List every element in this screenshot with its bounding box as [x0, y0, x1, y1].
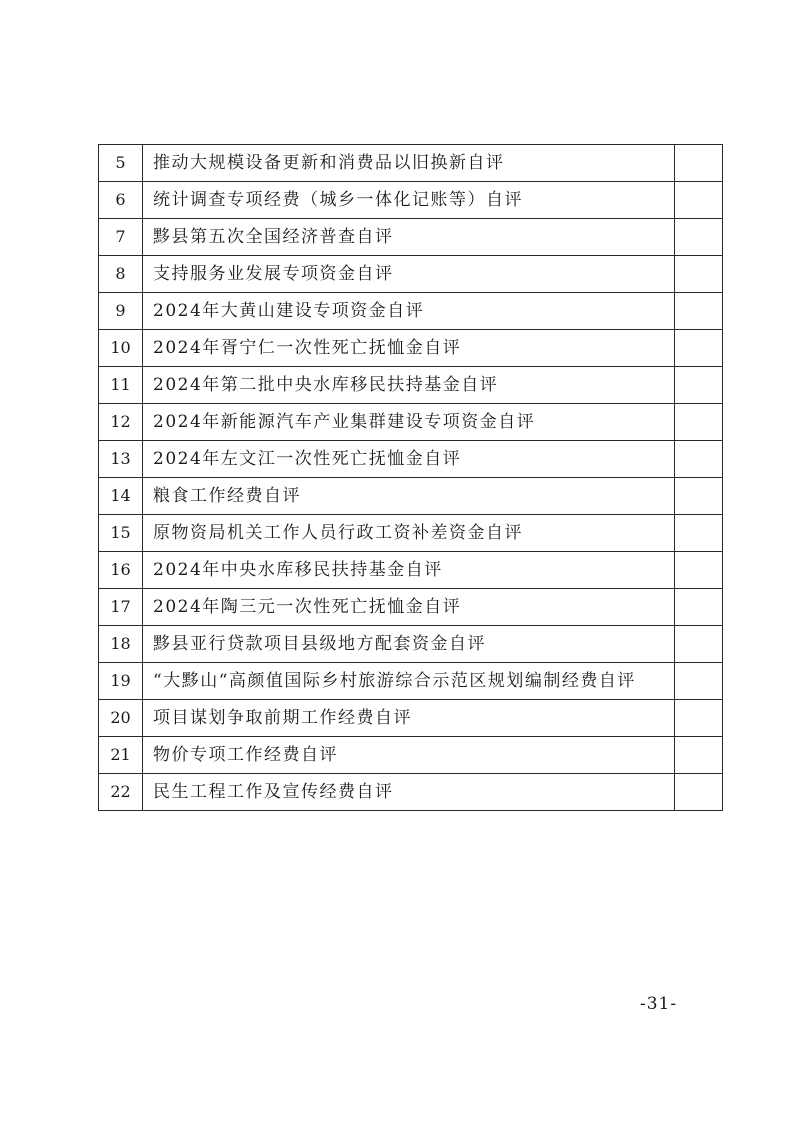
- project-name-cell: 支持服务业发展专项资金自评: [143, 256, 675, 293]
- row-number-cell: 7: [99, 219, 143, 256]
- project-name-cell: 2024年左文江一次性死亡抚恤金自评: [143, 441, 675, 478]
- project-name-cell: 项目谋划争取前期工作经费自评: [143, 700, 675, 737]
- page-number: -31-: [640, 994, 678, 1014]
- row-number-cell: 16: [99, 552, 143, 589]
- row-number-cell: 5: [99, 145, 143, 182]
- table-row: [99, 330, 723, 367]
- remark-cell: [675, 626, 723, 663]
- remark-cell: [675, 182, 723, 219]
- table-row: [99, 478, 723, 515]
- row-number-cell: 9: [99, 293, 143, 330]
- table-row: [99, 256, 723, 293]
- table-row: [99, 441, 723, 478]
- table-row: [99, 404, 723, 441]
- project-name-cell: 物价专项工作经费自评: [143, 737, 675, 774]
- row-number-cell: 20: [99, 700, 143, 737]
- table-body: [99, 145, 723, 811]
- table-row: [99, 589, 723, 626]
- remark-cell: [675, 145, 723, 182]
- remark-cell: [675, 663, 723, 700]
- row-number-cell: 6: [99, 182, 143, 219]
- project-name-cell: 粮食工作经费自评: [143, 478, 675, 515]
- remark-cell: [675, 737, 723, 774]
- table-row: [99, 367, 723, 404]
- project-name-cell: 2024年胥宁仁一次性死亡抚恤金自评: [143, 330, 675, 367]
- remark-cell: [675, 774, 723, 811]
- project-name-cell: 2024年陶三元一次性死亡抚恤金自评: [143, 589, 675, 626]
- project-name-cell: 推动大规模设备更新和消费品以旧换新自评: [143, 145, 675, 182]
- project-name-cell: 原物资局机关工作人员行政工资补差资金自评: [143, 515, 675, 552]
- row-number-cell: 11: [99, 367, 143, 404]
- remark-cell: [675, 515, 723, 552]
- remark-cell: [675, 552, 723, 589]
- table-row: [99, 626, 723, 663]
- remark-cell: [675, 478, 723, 515]
- remark-cell: [675, 700, 723, 737]
- row-number-cell: 19: [99, 663, 143, 700]
- table-row: [99, 552, 723, 589]
- remark-cell: [675, 219, 723, 256]
- row-number-cell: 14: [99, 478, 143, 515]
- project-name-cell: 2024年中央水库移民扶持基金自评: [143, 552, 675, 589]
- row-number-cell: 10: [99, 330, 143, 367]
- table-row: [99, 145, 723, 182]
- table-row: [99, 700, 723, 737]
- evaluation-list-table: [98, 144, 723, 811]
- table-row: [99, 774, 723, 811]
- row-number-cell: 15: [99, 515, 143, 552]
- project-name-cell: 黟县亚行贷款项目县级地方配套资金自评: [143, 626, 675, 663]
- row-number-cell: 21: [99, 737, 143, 774]
- project-name-cell: 2024年新能源汽车产业集群建设专项资金自评: [143, 404, 675, 441]
- row-number-cell: 22: [99, 774, 143, 811]
- table-row: [99, 293, 723, 330]
- row-number-cell: 12: [99, 404, 143, 441]
- row-number-cell: 13: [99, 441, 143, 478]
- project-name-cell: 统计调查专项经费（城乡一体化记账等）自评: [143, 182, 675, 219]
- row-number-cell: 18: [99, 626, 143, 663]
- remark-cell: [675, 330, 723, 367]
- remark-cell: [675, 367, 723, 404]
- remark-cell: [675, 441, 723, 478]
- remark-cell: [675, 404, 723, 441]
- row-number-cell: 8: [99, 256, 143, 293]
- project-name-cell: 2024年第二批中央水库移民扶持基金自评: [143, 367, 675, 404]
- project-name-cell: 2024年大黄山建设专项资金自评: [143, 293, 675, 330]
- remark-cell: [675, 589, 723, 626]
- project-name-cell: 民生工程工作及宣传经费自评: [143, 774, 675, 811]
- table-row: [99, 663, 723, 700]
- remark-cell: [675, 256, 723, 293]
- table-row: [99, 515, 723, 552]
- table-row: [99, 737, 723, 774]
- table-row: [99, 182, 723, 219]
- row-number-cell: 17: [99, 589, 143, 626]
- project-name-cell: “大黟山“高颜值国际乡村旅游综合示范区规划编制经费自评: [143, 663, 675, 700]
- remark-cell: [675, 293, 723, 330]
- project-name-cell: 黟县第五次全国经济普查自评: [143, 219, 675, 256]
- table-row: [99, 219, 723, 256]
